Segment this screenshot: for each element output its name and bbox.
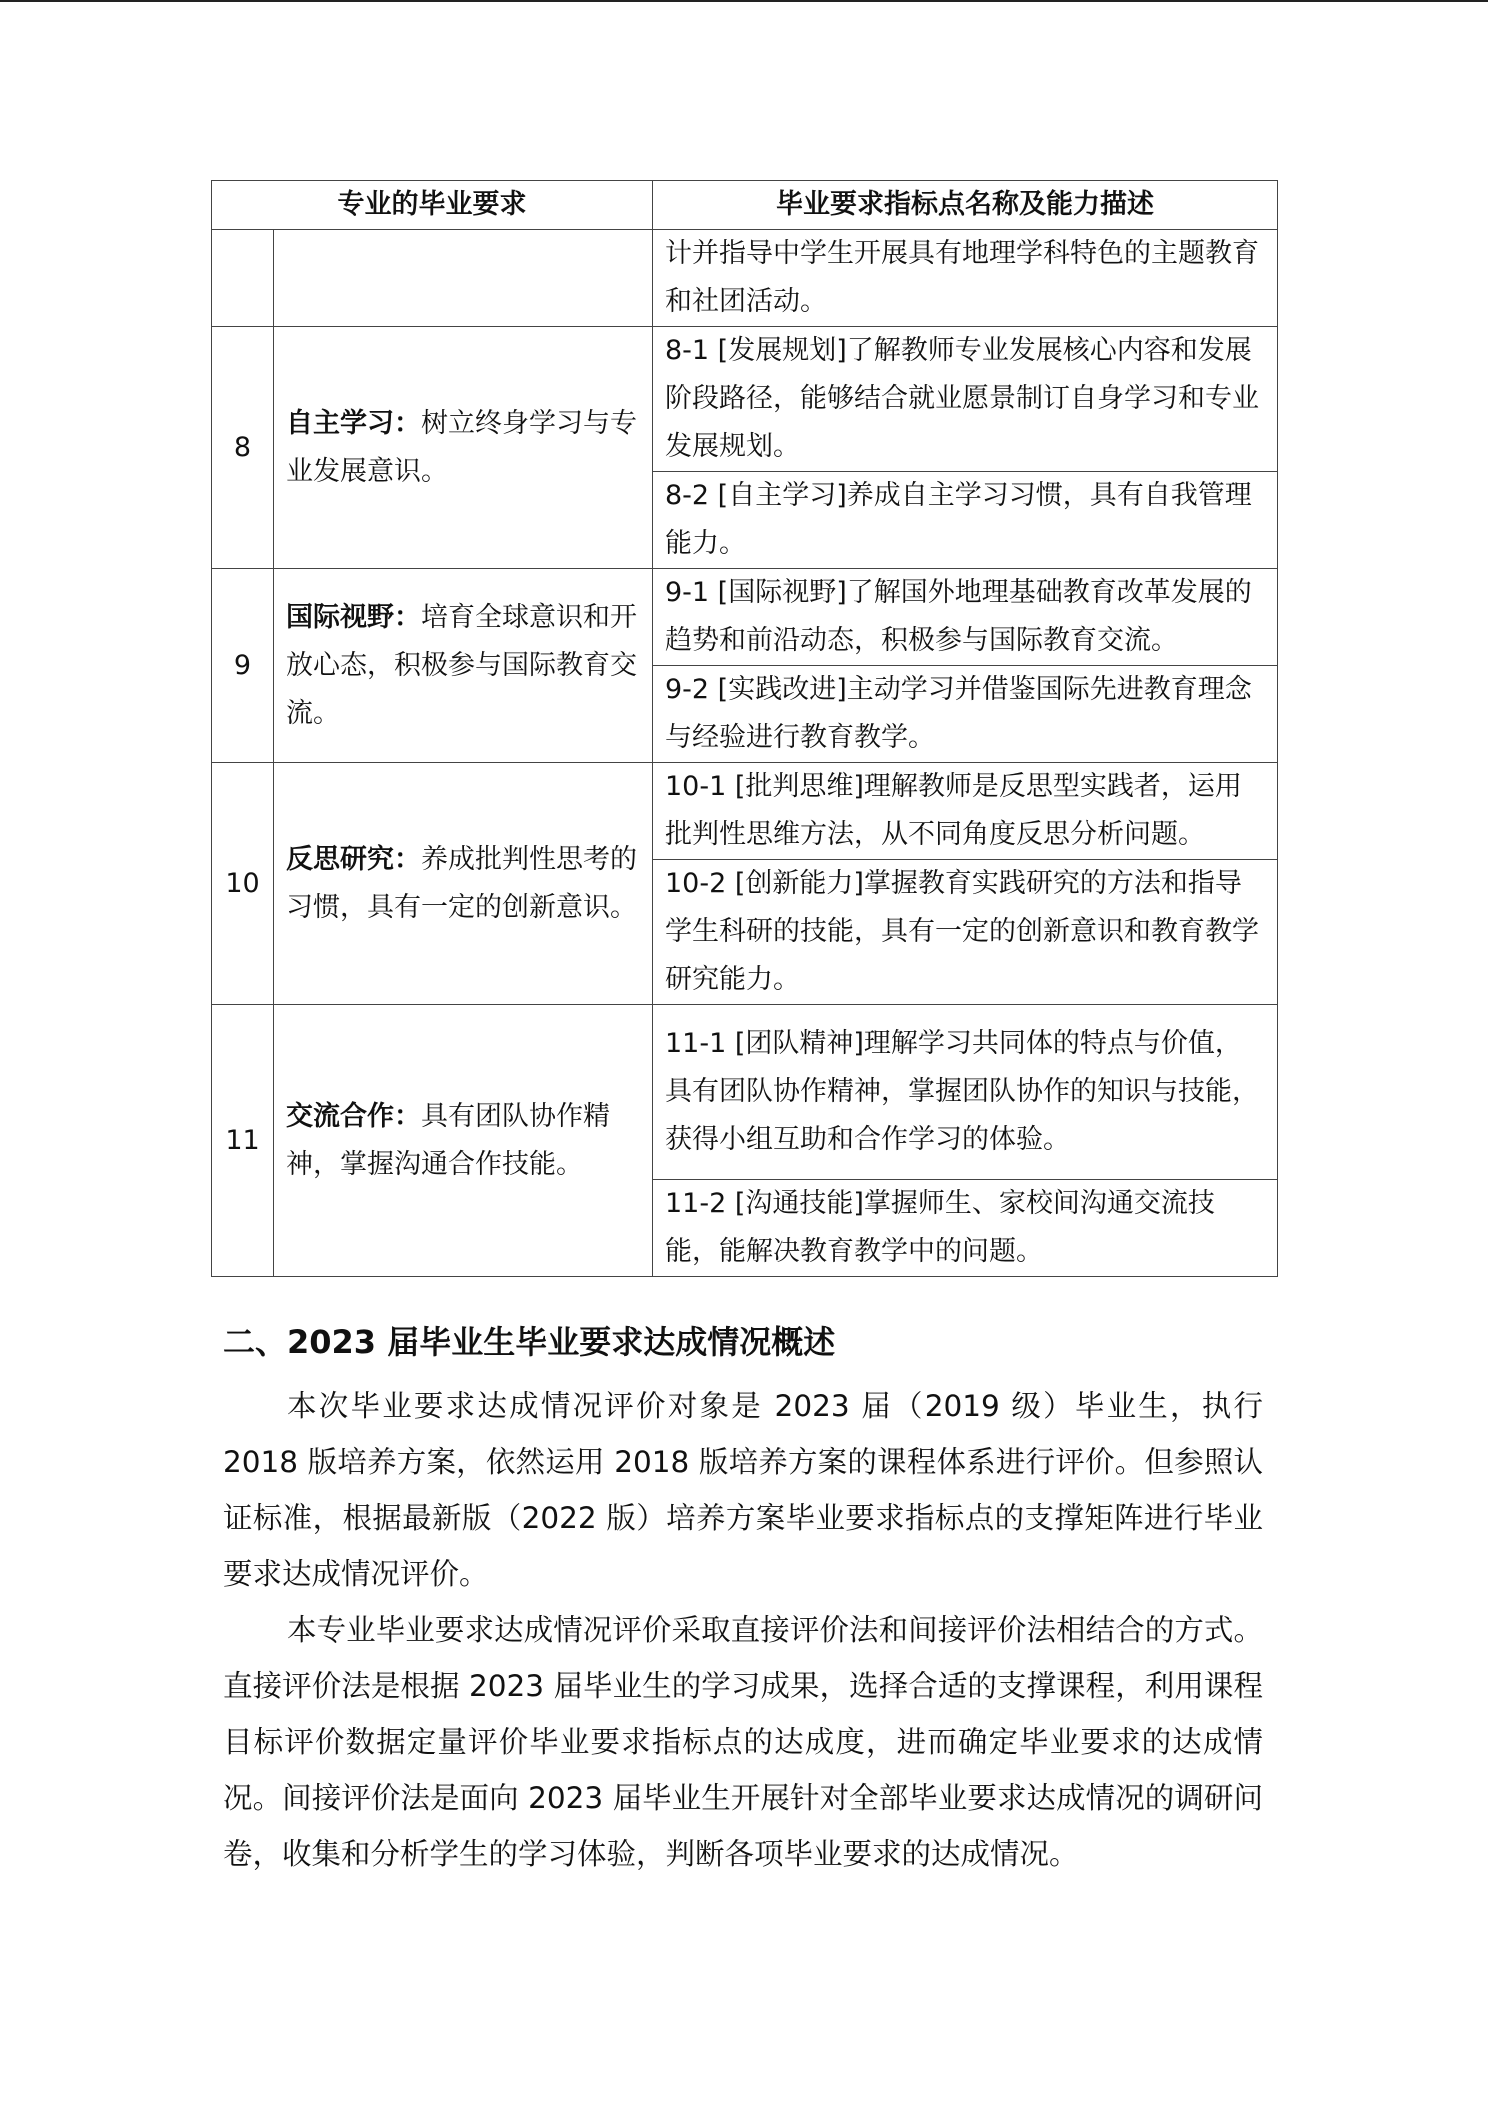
indicator-cell: 计并指导中学生开展具有地理学科特色的主题教育和社团活动。	[653, 230, 1278, 327]
requirement-number: 9	[212, 569, 274, 763]
indicator-cell: 11-1 [团队精神]理解学习共同体的特点与价值，具有团队协作精神，掌握团队协作的知识与技能，获得小组互助和合作学习的体验。	[653, 1005, 1278, 1180]
requirement-cell	[274, 569, 653, 763]
table-row	[212, 1005, 1278, 1180]
achievement-overview-section	[223, 1312, 1263, 1882]
indicator-cell: 8-1 [发展规划]了解教师专业发展核心内容和发展阶段路径，能够结合就业愿景制订自身学习和专业发展规划。	[653, 327, 1278, 472]
table-row	[212, 327, 1278, 472]
header-requirement: 专业的毕业要求	[212, 181, 653, 230]
body-paragraph: 本专业毕业要求达成情况评价采取直接评价法和间接评价法相结合的方式。直接评价法是根据 2023 届毕业生的学习成果，选择合适的支撑课程，利用课程目标评价数据定量评价毕业要求指标点的达成度，进而确定毕业要求的达成情况。间接评价法是面向 2023 届毕业生开展针对全部毕业要求达成情况的调研问卷，收集和分析学生的学习体验，判断各项毕业要求的达成情况。	[223, 1613, 1263, 1871]
page-top-rule	[0, 0, 1488, 2]
table-row-continuation	[212, 230, 1278, 327]
requirement-number: 10	[212, 763, 274, 1005]
requirement-number: 8	[212, 327, 274, 569]
requirement-cell	[274, 230, 653, 327]
header-indicator: 毕业要求指标点名称及能力描述	[653, 181, 1278, 230]
requirement-number	[212, 230, 274, 327]
requirement-description: 培育全球意识和开放心态，积极参与国际教育交流。	[286, 601, 637, 729]
indicator-cell: 9-2 [实践改进]主动学习并借鉴国际先进教育理念与经验进行教育教学。	[653, 666, 1278, 763]
requirement-description: 具有团队协作精神，掌握沟通合作技能。	[286, 1100, 610, 1180]
indicator-cell: 11-2 [沟通技能]掌握师生、家校间沟通交流技能，能解决教育教学中的问题。	[653, 1180, 1278, 1277]
indicator-cell: 10-1 [批判思维]理解教师是反思型实践者，运用批判性思维方法，从不同角度反思分析问题。	[653, 763, 1278, 860]
requirement-title: 自主学习：	[286, 407, 421, 439]
requirement-cell	[274, 763, 653, 1005]
requirement-cell	[274, 1005, 653, 1277]
indicator-cell: 8-2 [自主学习]养成自主学习习惯，具有自我管理能力。	[653, 472, 1278, 569]
graduation-requirements-table	[211, 180, 1278, 1277]
table-row	[212, 569, 1278, 666]
requirement-title: 交流合作：	[286, 1100, 421, 1132]
section-heading: 二、2023 届毕业生毕业要求达成情况概述	[223, 1323, 836, 1361]
body-paragraph: 本次毕业要求达成情况评价对象是 2023 届（2019 级）毕业生，执行 2018 版培养方案，依然运用 2018 版培养方案的课程体系进行评价。但参照认证标准，根据最新版（2022 版）培养方案毕业要求指标点的支撑矩阵进行毕业要求达成情况评价。	[223, 1389, 1263, 1591]
indicator-cell: 10-2 [创新能力]掌握教育实践研究的方法和指导学生科研的技能，具有一定的创新意识和教育教学研究能力。	[653, 860, 1278, 1005]
requirement-description: 树立终身学习与专业发展意识。	[286, 407, 637, 487]
requirement-number: 11	[212, 1005, 274, 1277]
table-header-row	[212, 181, 1278, 230]
requirement-title: 反思研究：	[286, 843, 421, 875]
indicator-cell: 9-1 [国际视野]了解国外地理基础教育改革发展的趋势和前沿动态，积极参与国际教育交流。	[653, 569, 1278, 666]
requirement-description: 养成批判性思考的习惯，具有一定的创新意识。	[286, 843, 637, 923]
table-row	[212, 763, 1278, 860]
requirement-cell	[274, 327, 653, 569]
requirement-title: 国际视野：	[286, 601, 421, 633]
